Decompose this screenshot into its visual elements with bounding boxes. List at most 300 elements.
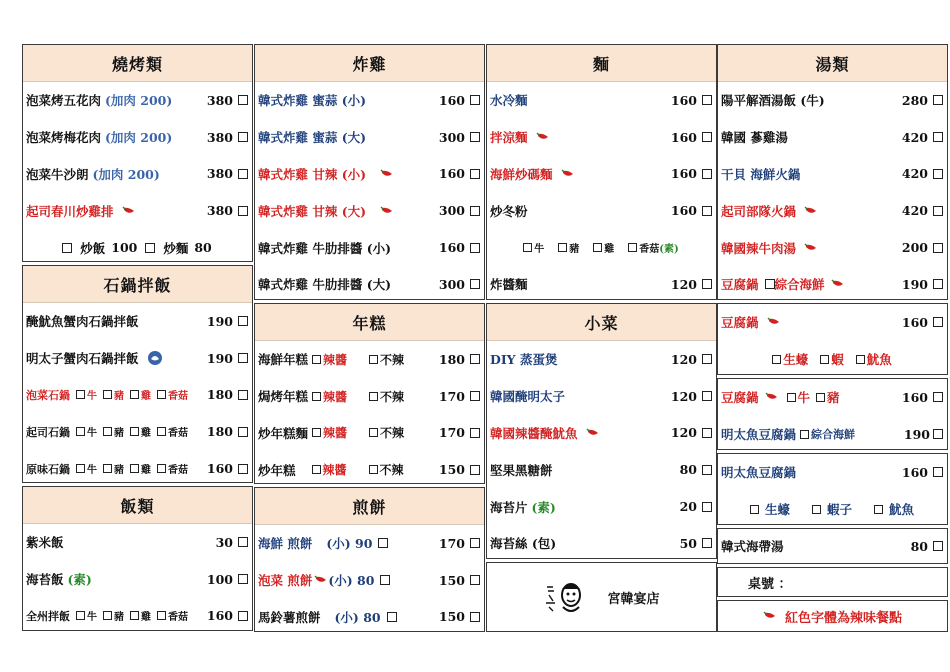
order-checkbox[interactable] — [933, 169, 943, 179]
item-price: 420 — [901, 129, 928, 145]
order-checkbox[interactable] — [470, 279, 480, 289]
spicy-note: 紅色字體為辣味餐點 — [784, 610, 902, 626]
item-name: 豆腐鍋 — [721, 277, 759, 293]
option-checkbox[interactable] — [157, 390, 166, 399]
option-label: 牛 — [797, 390, 811, 406]
option-checkbox[interactable] — [369, 465, 378, 474]
menu-item[interactable] — [255, 599, 484, 636]
table-number-input[interactable] — [798, 572, 908, 592]
item-name: 明太魚豆腐鍋 — [721, 427, 797, 443]
order-checkbox[interactable] — [470, 354, 480, 364]
chili-icon — [122, 206, 136, 216]
option-checkbox[interactable] — [558, 243, 567, 252]
item-price: 160 — [670, 92, 697, 108]
table-number-label: 桌號 ： — [748, 576, 792, 592]
order-checkbox[interactable] — [702, 502, 712, 512]
item-price: 80 — [910, 538, 928, 554]
order-checkbox[interactable] — [933, 132, 943, 142]
item-extra: (加肉 200) — [105, 93, 173, 109]
order-checkbox[interactable] — [702, 95, 712, 105]
menu-item[interactable] — [718, 156, 947, 193]
addon-row — [23, 229, 252, 266]
menu-item[interactable] — [23, 561, 252, 598]
section-stone-pot — [22, 265, 253, 483]
small-size: (小) 80 — [334, 609, 381, 625]
item-price: 170 — [438, 535, 465, 551]
item-name: 起司春川炒雞排 — [26, 203, 114, 219]
chef-logo-icon — [543, 577, 587, 617]
item-name: 炸醬麵 — [490, 277, 528, 293]
item-price: 160 — [206, 461, 233, 477]
option-label: 豬 — [114, 428, 124, 440]
menu-item[interactable] — [255, 82, 484, 119]
item-name: 明太魚豆腐鍋 — [721, 465, 797, 481]
order-checkbox[interactable] — [470, 575, 480, 585]
item-name: 炒年糕麵 — [258, 425, 309, 441]
item-extra: (素) — [531, 499, 556, 515]
menu-item[interactable] — [255, 119, 484, 156]
item-price: 150 — [438, 572, 465, 588]
menu-item[interactable] — [718, 119, 947, 156]
menu-item[interactable] — [255, 156, 484, 193]
chili-icon — [586, 428, 600, 438]
spicy-note-box — [717, 600, 948, 632]
option-checkbox[interactable] — [800, 430, 809, 439]
item-name: 海苔飯 — [26, 572, 64, 588]
option-checkbox[interactable] — [76, 611, 85, 620]
option-label: 香菇 — [639, 244, 660, 256]
option-checkbox[interactable] — [312, 428, 321, 437]
item-price: 120 — [670, 425, 697, 441]
order-checkbox[interactable] — [238, 427, 248, 437]
item-extra: (加肉 200) — [92, 166, 160, 182]
option-label: 不辣 — [380, 426, 405, 441]
section-title: 燒烤類 — [23, 45, 252, 82]
item-name: 堅果黑糖餅 — [490, 462, 553, 478]
option-label: 雞 — [141, 428, 151, 440]
section-title: 小菜 — [487, 304, 716, 341]
option-label: 生蠔 — [783, 352, 809, 368]
item-price: 190 — [903, 426, 930, 442]
option-checkbox[interactable] — [130, 611, 139, 620]
option-checkbox[interactable] — [820, 355, 829, 364]
item-name: 明太子蟹肉石鍋拌飯 — [26, 351, 139, 367]
order-checkbox[interactable] — [702, 391, 712, 401]
section-side-dishes — [486, 303, 717, 559]
item-name: DIY 蒸蛋煲 — [490, 352, 558, 368]
menu-item[interactable] — [255, 451, 484, 488]
order-checkbox[interactable] — [933, 95, 943, 105]
order-checkbox[interactable] — [702, 538, 712, 548]
option-checkbox[interactable] — [130, 464, 139, 473]
option-checkbox[interactable] — [812, 505, 821, 514]
order-checkbox[interactable] — [702, 465, 712, 475]
menu-item[interactable] — [718, 416, 947, 453]
option-checkbox[interactable] — [312, 355, 321, 364]
menu-item[interactable] — [255, 378, 484, 415]
option-checkbox[interactable] — [523, 243, 532, 252]
item-name: 干貝 海鮮火鍋 — [721, 166, 801, 182]
order-checkbox[interactable] — [238, 169, 248, 179]
item-name: 陽平解酒湯飯 (牛) — [721, 93, 825, 109]
option-checkbox[interactable] — [816, 393, 825, 402]
order-checkbox[interactable] — [702, 132, 712, 142]
menu-item[interactable] — [23, 377, 252, 414]
item-price: 300 — [438, 276, 465, 292]
menu-item[interactable] — [255, 415, 484, 452]
order-checkbox[interactable] — [933, 429, 943, 439]
order-checkbox[interactable] — [238, 574, 248, 584]
option-checkbox[interactable] — [369, 392, 378, 401]
item-name: 海苔絲 (包) — [490, 536, 557, 552]
order-checkbox[interactable] — [238, 95, 248, 105]
menu-item[interactable] — [255, 229, 484, 266]
menu-item[interactable] — [718, 266, 947, 303]
item-name: 起司石鍋 — [26, 425, 70, 439]
item-name: 韓式炸雞 蜜蒜 (大) — [258, 130, 367, 146]
option-checkbox[interactable] — [76, 464, 85, 473]
order-checkbox[interactable] — [470, 428, 480, 438]
order-checkbox[interactable] — [470, 132, 480, 142]
item-name: 海鮮年糕 — [258, 352, 309, 368]
option-checkbox[interactable] — [750, 505, 759, 514]
option-checkbox[interactable] — [76, 390, 85, 399]
item-price: 120 — [670, 388, 697, 404]
menu-item[interactable] — [487, 415, 716, 452]
menu-item[interactable] — [255, 266, 484, 303]
item-price: 190 — [206, 350, 233, 366]
logo-box — [486, 562, 717, 632]
option-label: 魷魚 — [889, 502, 915, 518]
order-checkbox[interactable] — [933, 279, 943, 289]
chili-icon — [763, 611, 777, 621]
option-label: 雞 — [604, 244, 615, 256]
option-checkbox[interactable] — [369, 355, 378, 364]
order-checkbox[interactable] — [470, 538, 480, 548]
order-checkbox[interactable] — [470, 243, 480, 253]
menu-item[interactable] — [23, 450, 252, 487]
item-extra: (素) — [67, 572, 92, 588]
order-checkbox[interactable] — [470, 206, 480, 216]
item-price: 300 — [438, 203, 465, 219]
section-title: 湯類 — [718, 45, 947, 82]
menu-item[interactable] — [487, 488, 716, 525]
option-row — [718, 491, 947, 528]
option-label: 豬 — [827, 390, 840, 406]
menu-item[interactable] — [487, 119, 716, 156]
menu-item[interactable] — [487, 525, 716, 562]
option-label: 辣醬 — [323, 352, 348, 367]
section-rice-cake — [254, 303, 485, 484]
option-label: 辣醬 — [323, 389, 348, 404]
option-label: 雞 — [141, 465, 151, 477]
option-label: 豬 — [114, 465, 124, 477]
small-checkbox[interactable] — [387, 612, 397, 622]
item-price: 380 — [206, 203, 233, 219]
menu-item[interactable] — [487, 378, 716, 415]
item-price: 190 — [206, 313, 233, 329]
option-label: 香菇 — [168, 428, 188, 440]
option-checkbox[interactable] — [103, 464, 112, 473]
item-name: 韓國醃明太子 — [490, 389, 566, 405]
option-checkbox[interactable] — [157, 611, 166, 620]
order-checkbox[interactable] — [933, 467, 943, 477]
item-price: 150 — [438, 462, 465, 478]
small-size: (小) 90 — [326, 536, 373, 552]
section-title: 石鍋拌飯 — [23, 266, 252, 303]
menu-item[interactable] — [718, 82, 947, 119]
item-name: 水冷麵 — [490, 93, 528, 109]
option-checkbox[interactable] — [312, 392, 321, 401]
option-checkbox[interactable] — [103, 611, 112, 620]
option-checkbox[interactable] — [856, 355, 865, 364]
option-label: 牛 — [87, 391, 97, 403]
order-checkbox[interactable] — [933, 317, 943, 327]
option-label: 魷魚 — [866, 352, 892, 368]
item-name: 泡菜牛沙朗 — [26, 166, 89, 182]
menu-item[interactable] — [255, 562, 484, 599]
column-2 — [254, 44, 485, 635]
item-name: 海鮮炒碼麵 — [490, 166, 553, 182]
item-name: 韓式海帶湯 — [721, 539, 784, 554]
item-name: 海鮮 煎餅 — [258, 536, 313, 552]
order-checkbox[interactable] — [933, 541, 943, 551]
item-price: 30 — [215, 534, 233, 550]
addon-checkbox[interactable] — [145, 243, 155, 253]
option-checkbox[interactable] — [103, 390, 112, 399]
item-name: 韓式炸雞 牛肋排醬 (大) — [258, 277, 392, 293]
item-name: 馬鈴薯煎餅 — [258, 609, 321, 625]
item-price: 160 — [901, 314, 928, 330]
section-rice — [22, 486, 253, 631]
option-checkbox[interactable] — [157, 427, 166, 436]
item-name: 焗烤年糕 — [258, 389, 309, 405]
menu-item[interactable] — [718, 379, 947, 416]
option-label: 香菇 — [168, 612, 188, 624]
option-label: 不辣 — [380, 389, 405, 404]
item-price: 300 — [438, 129, 465, 145]
menu-item[interactable] — [718, 304, 947, 341]
option-label: 牛 — [87, 612, 97, 624]
item-name: 韓式炸雞 甘辣 (大) — [258, 203, 367, 219]
option-checkbox[interactable] — [593, 243, 602, 252]
option-label: 牛 — [534, 244, 545, 256]
item-price: 160 — [670, 166, 697, 182]
order-checkbox[interactable] — [470, 612, 480, 622]
item-price: 280 — [901, 92, 928, 108]
option-label: 不辣 — [380, 352, 405, 367]
item-price: 160 — [670, 203, 697, 219]
logo-text: 宮韓宴店 — [607, 591, 660, 607]
item-price: 180 — [206, 424, 233, 440]
item-name: 豆腐鍋 — [721, 315, 759, 331]
menu-item[interactable] — [255, 192, 484, 229]
menu-item[interactable] — [487, 82, 716, 119]
item-name: 泡菜石鍋 — [26, 388, 70, 402]
item-price: 160 — [438, 92, 465, 108]
section-soups — [717, 44, 948, 300]
option-label: 香菇 — [168, 465, 188, 477]
small-checkbox[interactable] — [378, 538, 388, 548]
item-name: 豆腐鍋 — [721, 390, 759, 406]
order-checkbox[interactable] — [238, 611, 248, 621]
menu-item[interactable] — [23, 413, 252, 450]
section-title: 炸雞 — [255, 45, 484, 82]
option-label: 綜合海鮮 — [811, 428, 856, 442]
small-checkbox[interactable] — [380, 575, 390, 585]
column-3 — [486, 44, 717, 635]
order-checkbox[interactable] — [238, 353, 248, 363]
option-label: 生蠔 — [764, 502, 790, 518]
item-price: 200 — [901, 240, 928, 256]
item-name: 原味石鍋 — [26, 462, 70, 476]
order-checkbox[interactable] — [470, 391, 480, 401]
item-price: 180 — [438, 351, 465, 367]
item-price: 160 — [438, 240, 465, 256]
order-checkbox[interactable] — [238, 316, 248, 326]
option-checkbox[interactable] — [369, 428, 378, 437]
item-name: 韓式炸雞 甘辣 (小) — [258, 166, 367, 182]
menu-item[interactable] — [23, 340, 252, 377]
item-name: 韓式炸雞 牛肋排醬 (小) — [258, 240, 392, 256]
option-checkbox[interactable] — [765, 279, 775, 289]
chili-icon — [765, 392, 779, 402]
menu-item[interactable] — [23, 303, 252, 340]
option-checkbox[interactable] — [157, 464, 166, 473]
option-checkbox[interactable] — [874, 505, 883, 514]
option-checkbox[interactable] — [787, 393, 796, 402]
section-fried-chicken — [254, 44, 485, 300]
menu-item[interactable] — [487, 192, 716, 229]
item-price: 160 — [901, 389, 928, 405]
item-name: 起司部隊火鍋 — [721, 203, 797, 219]
section-tofu-seafood — [717, 303, 948, 375]
small-size: (小) 80 — [328, 573, 375, 589]
option-label: 蝦 — [831, 352, 844, 368]
option-label: 香菇 — [168, 391, 188, 403]
item-price: 160 — [438, 166, 465, 182]
menu-item[interactable] — [23, 156, 252, 193]
order-checkbox[interactable] — [238, 132, 248, 142]
option-row — [487, 229, 716, 266]
order-checkbox[interactable] — [238, 537, 248, 547]
section-seaweed-soup — [717, 528, 948, 564]
item-name: 韓式炸雞 蜜蒜 (小) — [258, 93, 367, 109]
item-name: 泡菜烤梅花肉 — [26, 130, 102, 146]
item-name: 炒冬粉 — [490, 203, 528, 219]
order-checkbox[interactable] — [238, 464, 248, 474]
order-checkbox[interactable] — [702, 354, 712, 364]
item-price: 160 — [901, 464, 928, 480]
menu-item[interactable] — [255, 341, 484, 378]
option-checkbox[interactable] — [76, 427, 85, 436]
order-checkbox[interactable] — [470, 95, 480, 105]
option-checkbox[interactable] — [628, 243, 637, 252]
chili-icon — [767, 317, 781, 327]
order-checkbox[interactable] — [933, 392, 943, 402]
option-checkbox[interactable] — [103, 427, 112, 436]
menu-item[interactable] — [23, 119, 252, 156]
item-name: 紫米飯 — [26, 535, 64, 551]
option-label: 辣醬 — [323, 426, 348, 441]
item-price: 80 — [679, 462, 697, 478]
menu-item[interactable] — [23, 598, 252, 635]
menu-item[interactable] — [487, 156, 716, 193]
menu-item[interactable] — [255, 525, 484, 562]
option-checkbox[interactable] — [772, 355, 781, 364]
item-price: 420 — [901, 203, 928, 219]
chili-icon — [804, 243, 818, 253]
menu-item[interactable] — [718, 229, 947, 266]
option-label: 牛 — [87, 465, 97, 477]
item-price: 120 — [670, 276, 697, 292]
menu-item[interactable] — [718, 192, 947, 229]
order-checkbox[interactable] — [238, 390, 248, 400]
option-checkbox[interactable] — [130, 390, 139, 399]
addon-checkbox[interactable] — [62, 243, 72, 253]
addon-label: 炒麵 — [163, 240, 189, 256]
menu-item[interactable] — [23, 82, 252, 119]
section-pancake — [254, 487, 485, 632]
chili-icon — [536, 132, 550, 142]
menu-item[interactable] — [487, 451, 716, 488]
order-checkbox[interactable] — [238, 206, 248, 216]
order-checkbox[interactable] — [702, 428, 712, 438]
option-label: 雞 — [141, 612, 151, 624]
item-name: 泡菜 煎餅 — [258, 573, 313, 589]
option-label: 辣醬 — [322, 463, 347, 478]
option-checkbox[interactable] — [130, 427, 139, 436]
section-pollock — [717, 453, 948, 525]
chili-icon — [561, 169, 575, 179]
option-label: 豬 — [114, 612, 124, 624]
menu-item[interactable] — [718, 529, 947, 563]
option-label: 綜合海鮮 — [774, 277, 825, 293]
menu-item[interactable] — [718, 454, 947, 491]
order-checkbox[interactable] — [702, 206, 712, 216]
item-name: 海苔片 — [490, 499, 528, 515]
chili-icon — [314, 575, 328, 585]
order-checkbox[interactable] — [933, 206, 943, 216]
menu-item[interactable] — [487, 341, 716, 378]
section-title: 飯類 — [23, 487, 252, 524]
option-label: 蝦子 — [826, 502, 852, 518]
order-checkbox[interactable] — [470, 465, 480, 475]
item-price: 170 — [438, 388, 465, 404]
order-checkbox[interactable] — [702, 169, 712, 179]
menu-item[interactable] — [23, 524, 252, 561]
item-name: 韓國辣牛肉湯 — [721, 240, 797, 256]
order-checkbox[interactable] — [702, 279, 712, 289]
item-price: 50 — [679, 535, 697, 551]
chili-icon — [380, 169, 394, 179]
order-checkbox[interactable] — [470, 169, 480, 179]
menu-item[interactable] — [23, 192, 252, 229]
item-price: 160 — [670, 129, 697, 145]
column-1 — [22, 44, 253, 634]
vegetarian-label: (素) — [659, 244, 679, 256]
section-tofu-meat — [717, 378, 948, 450]
item-name: 拌涼麵 — [490, 130, 528, 146]
order-checkbox[interactable] — [933, 243, 943, 253]
addon-price: 80 — [194, 240, 212, 256]
menu-item[interactable] — [487, 266, 716, 303]
section-title: 麵 — [487, 45, 716, 82]
item-name: 全州拌飯 — [26, 609, 70, 623]
option-checkbox[interactable] — [312, 465, 321, 474]
item-price: 180 — [206, 387, 233, 403]
addon-price: 100 — [111, 240, 138, 256]
